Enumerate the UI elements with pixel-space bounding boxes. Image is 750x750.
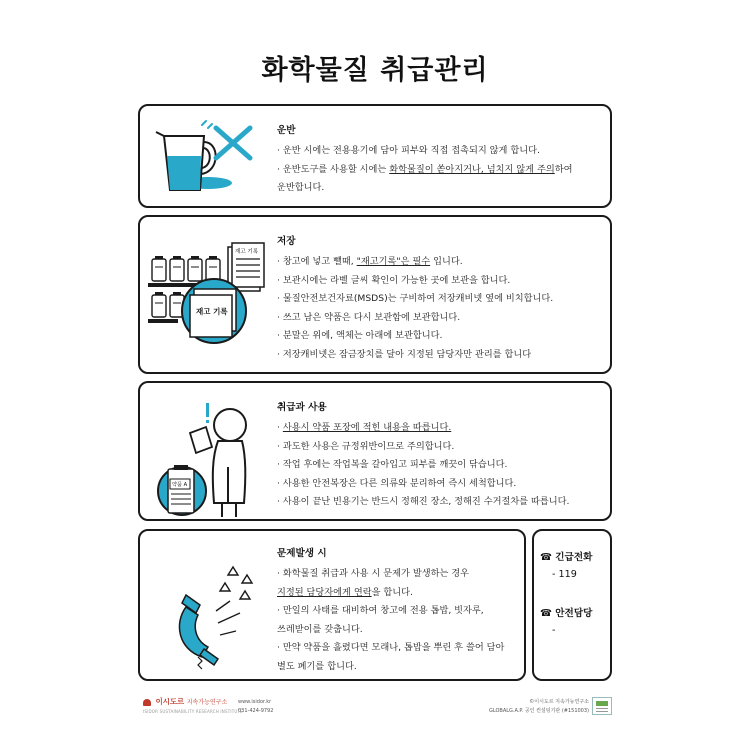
page-title: 화학물질 취급관리 — [261, 55, 489, 86]
footer-certification: GLOBALG.A.P. 공인 컨설팅기관 (#151003) — [488, 708, 589, 714]
section-heading: 문제발생 시 — [277, 548, 327, 559]
storage-shelf-illustration — [146, 239, 271, 357]
section-heading: 저장 — [277, 236, 296, 247]
section-heading: 운반 — [277, 125, 296, 136]
logo-sub: 지속가능연구소 — [186, 699, 228, 706]
bullet-item: 지정된 담당자에게 연락을 합니다. — [277, 586, 413, 598]
bullet-item: · 저장캐비넷은 잠금장치를 달아 지정된 담당자만 관리를 합니다 — [277, 348, 532, 360]
footer-website[interactable]: www.isidor.kr — [238, 699, 272, 705]
logo-tree-icon — [143, 699, 151, 706]
bullet-item: 쓰레받이를 갖춥니다. — [277, 623, 363, 635]
bullet-item: · 만일의 사태를 대비하여 창고에 전용 톱밥, 빗자루, — [277, 605, 484, 617]
footer-credits — [489, 698, 589, 716]
bottle-label: 약품 A — [172, 482, 188, 488]
record-sheet-label: 재고 기록 — [235, 249, 259, 255]
bullet-item: · 쓰고 남은 약품은 다시 보관함에 보관합니다. — [277, 311, 461, 323]
bullet-item: 운반합니다. — [277, 182, 325, 194]
bullet-item: · 화학물질 취급과 사용 시 문제가 발생하는 경우 — [277, 568, 469, 579]
emergency-phone-value: - 119 — [552, 569, 577, 580]
logo-name: 이시도르 — [155, 697, 185, 706]
person-reading-label-illustration — [148, 397, 268, 519]
section-emergency — [138, 529, 526, 681]
safety-contact-label: ☎ 안전담당 — [540, 608, 593, 619]
emergency-phone-label: ☎ 긴급전화 — [540, 552, 593, 563]
section-handling — [138, 381, 612, 521]
bullet-item: · 물질안전보건자료(MSDS)는 구비하여 저장캐비넷 옆에 비치합니다. — [277, 293, 554, 305]
bullet-list — [277, 142, 602, 198]
bullet-item: · 운반도구를 사용할 시에는 화학물질이 쏟아지거나, 넘치지 않게 주의하여 — [277, 163, 573, 175]
bullet-item: · 사용한 안전복장은 다른 의류와 분리하여 즉시 세척합니다. — [277, 477, 517, 489]
footer-copyright: ©이시도르 지속가능연구소 — [529, 699, 589, 705]
footer-phone: 031-424-9792 — [238, 708, 274, 714]
bullet-item: · 창고에 넣고 뺄때, "재고기록"은 필수 입니다. — [277, 256, 463, 267]
bullet-item: 별도 폐기를 합니다. — [277, 660, 357, 672]
bullet-item: · 운반 시에는 전용용기에 담아 피부와 직접 접촉되지 않게 합니다. — [277, 145, 540, 156]
record-sheet-big-label: 재고 기록 — [196, 307, 228, 316]
bullet-item: · 사용시 약품 포장에 적힌 내용을 따릅니다. — [277, 422, 452, 433]
logo-english: ISIDOR SUSTAINABILITY RESEARCH INSTITUTE — [143, 709, 243, 714]
bullet-list — [277, 253, 602, 365]
bullet-list — [277, 419, 602, 512]
safety-contact-value: - — [552, 625, 556, 636]
x-mark-icon — [216, 128, 250, 158]
footer-contact — [238, 698, 273, 716]
bullet-item: · 분말은 위에, 액체는 아래에 보관합니다. — [277, 330, 443, 342]
bullet-list — [277, 565, 516, 677]
bullet-item: · 과도한 사용은 규정위반이므로 주의합니다. — [277, 440, 455, 452]
certification-badge-icon — [592, 697, 612, 715]
bullet-item: · 사용이 끝난 빈용기는 반드시 정해진 장소, 정해진 수거절차를 따릅니다. — [277, 496, 570, 508]
phone-receiver-illustration — [160, 551, 270, 676]
bullet-item: · 만약 약품을 흘렸다면 모래나, 톱밥을 뿌린 후 쓸어 담아 — [277, 642, 505, 654]
section-heading: 취급과 사용 — [277, 402, 327, 413]
bullet-item: · 보관시에는 라벨 글씨 확인이 가능한 곳에 보관을 합니다. — [277, 274, 511, 286]
contacts-panel — [532, 529, 612, 681]
bullet-item: · 작업 후에는 작업복을 갈아입고 피부를 깨끗이 닦습니다. — [277, 459, 508, 471]
section-transport — [138, 104, 612, 208]
footer-logo — [143, 696, 243, 714]
section-storage — [138, 215, 612, 374]
pitcher-spill-illustration — [150, 118, 265, 198]
